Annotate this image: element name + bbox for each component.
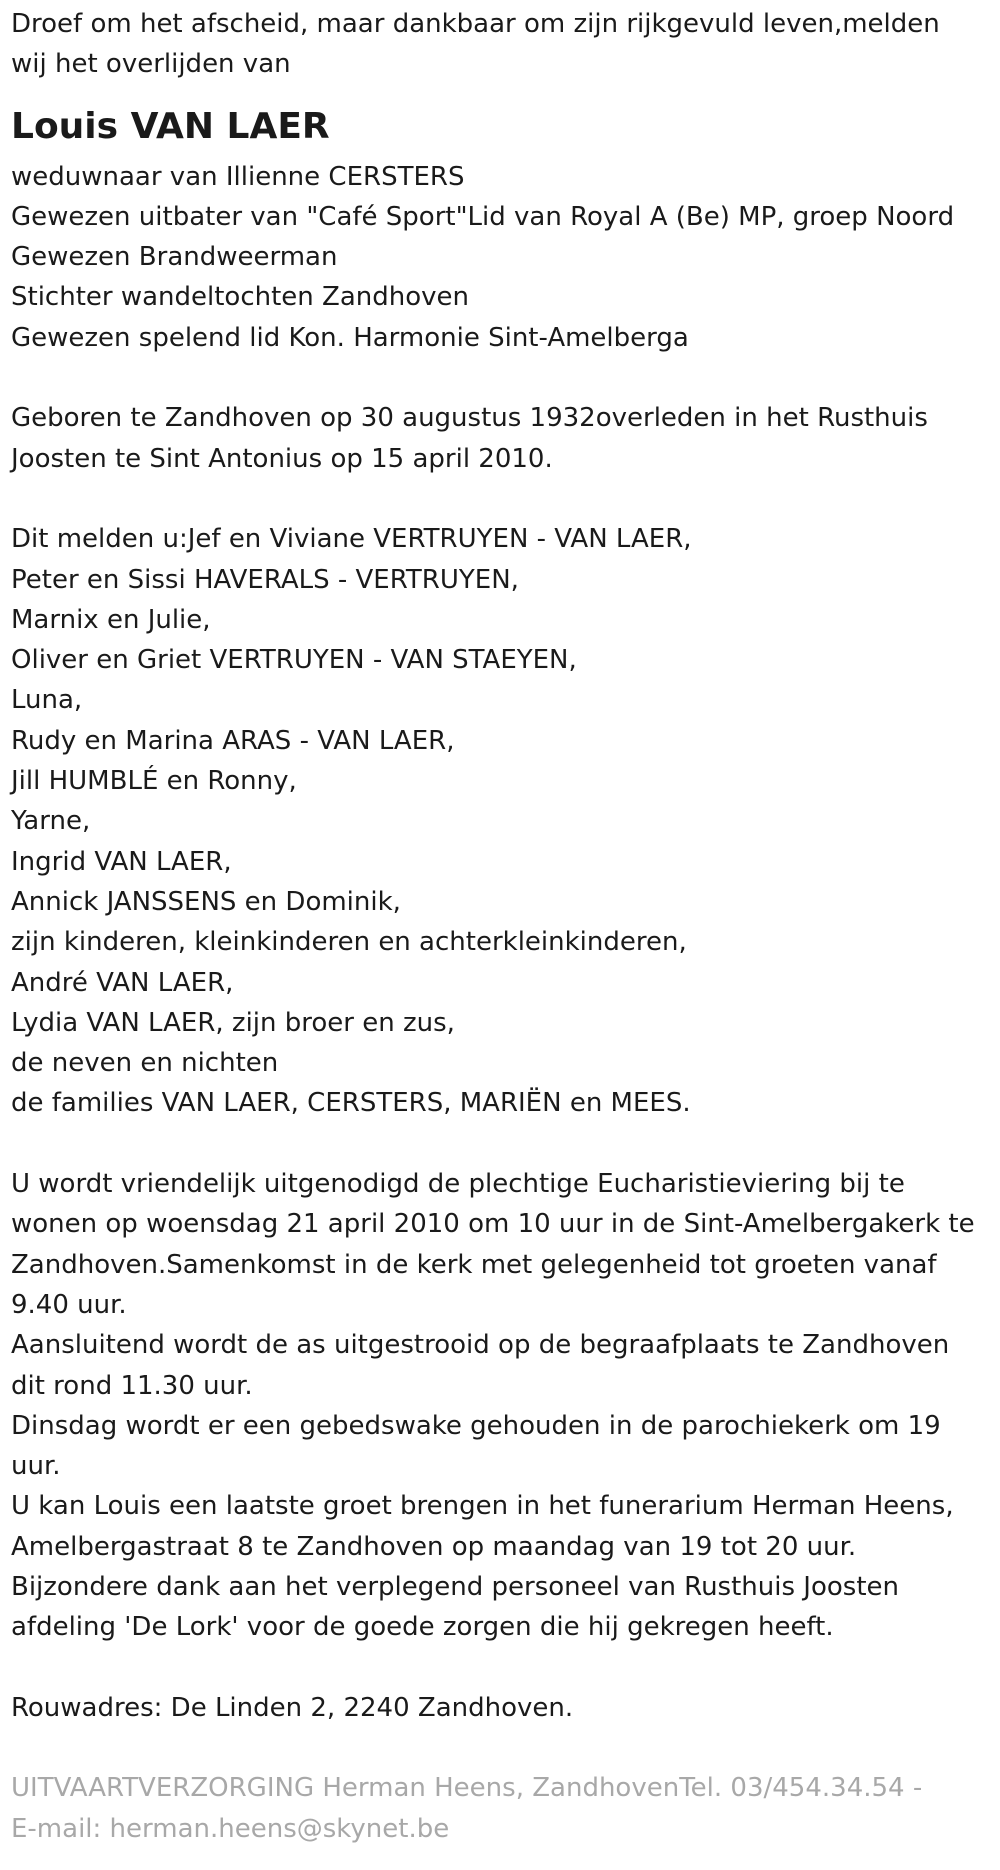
ceremony-line: Amelbergastraat 8 te Zandhoven op maandag van 19 tot 20 uur. <box>11 1531 857 1562</box>
spacer <box>11 1124 985 1164</box>
spacer <box>11 1648 985 1688</box>
title-line: Gewezen uitbater van "Café Sport"Lid van Royal A (Be) MP, groep Noord <box>11 201 955 232</box>
ceremony-line: dit rond 11.30 uur. <box>11 1370 253 1401</box>
ceremony-line: U wordt vriendelijk uitgenodigd de plechtige Eucharistieviering bij te <box>11 1169 905 1200</box>
titles-section <box>11 157 985 358</box>
ceremony-line: Aansluitend wordt de as uitgestrooid op de begraafplaats te Zandhoven <box>11 1330 950 1361</box>
footer-email-line: E-mail: herman.heens@skynet.be <box>11 1813 450 1844</box>
ceremony-line: Zandhoven.Samenkomst in de kerk met gelegenheid tot groeten vanaf <box>11 1249 937 1280</box>
birth-death-line: Joosten te Sint Antonius op 15 april 2010. <box>11 443 553 474</box>
family-line: Oliver en Griet VERTRUYEN - VAN STAEYEN, <box>11 645 577 676</box>
title-line: weduwnaar van Illienne CERSTERS <box>11 161 465 192</box>
spacer <box>11 479 985 519</box>
ceremony-line: wonen op woensdag 21 april 2010 om 10 uur in de Sint-Amelbergakerk te <box>11 1209 975 1240</box>
family-line: de neven en nichten <box>11 1048 279 1079</box>
mourning-address: Rouwadres: De Linden 2, 2240 Zandhoven. <box>11 1692 574 1723</box>
title-line: Gewezen spelend lid Kon. Harmonie Sint-Amelberga <box>11 322 689 353</box>
family-line: Peter en Sissi HAVERALS - VERTRUYEN, <box>11 564 519 595</box>
family-line: Dit melden u:Jef en Viviane VERTRUYEN - VAN LAER, <box>11 524 692 555</box>
ceremony-line: afdeling 'De Lork' voor de goede zorgen die hij gekregen heeft. <box>11 1612 834 1643</box>
family-line: André VAN LAER, <box>11 967 234 998</box>
intro-line: wij het overlijden van <box>11 49 291 80</box>
family-line: Lydia VAN LAER, zijn broer en zus, <box>11 1007 455 1038</box>
ceremony-line: U kan Louis een laatste groet brengen in het funerarium Herman Heens, <box>11 1491 954 1522</box>
deceased-name: Louis VAN LAER <box>11 105 330 147</box>
ceremony-section <box>11 1164 985 1648</box>
intro-section <box>11 4 985 85</box>
ceremony-line: Bijzondere dank aan het verplegend personeel van Rusthuis Joosten <box>11 1571 899 1602</box>
ceremony-line: Dinsdag wordt er een gebedswake gehouden in de parochiekerk om 19 <box>11 1410 941 1441</box>
spacer <box>11 358 985 398</box>
family-line: de families VAN LAER, CERSTERS, MARIËN en MEES. <box>11 1088 691 1119</box>
spacer <box>11 1728 985 1768</box>
title-line: Gewezen Brandweerman <box>11 242 338 273</box>
ceremony-line: 9.40 uur. <box>11 1289 127 1320</box>
birth-death-line: Geboren te Zandhoven op 30 augustus 1932overleden in het Rusthuis <box>11 403 928 434</box>
title-line: Stichter wandeltochten Zandhoven <box>11 282 470 313</box>
family-line: Ingrid VAN LAER, <box>11 846 232 877</box>
family-line: Luna, <box>11 685 83 716</box>
birth-death-section <box>11 398 985 479</box>
family-line: Yarne, <box>11 806 91 837</box>
footer-line: UITVAARTVERZORGING Herman Heens, ZandhovenTel. 03/454.34.54 - <box>11 1773 923 1804</box>
family-line: Rudy en Marina ARAS - VAN LAER, <box>11 725 455 756</box>
intro-line: Droef om het afscheid, maar dankbaar om zijn rijkgevuld leven,melden <box>11 9 940 39</box>
family-line: zijn kinderen, kleinkinderen en achterkleinkinderen, <box>11 927 687 958</box>
family-line: Marnix en Julie, <box>11 604 211 635</box>
family-section <box>11 519 985 1123</box>
family-line: Annick JANSSENS en Dominik, <box>11 886 401 917</box>
ceremony-line: uur. <box>11 1451 61 1482</box>
funeral-director-footer <box>11 1768 985 1849</box>
family-line: Jill HUMBLÉ en Ronny, <box>11 766 297 797</box>
